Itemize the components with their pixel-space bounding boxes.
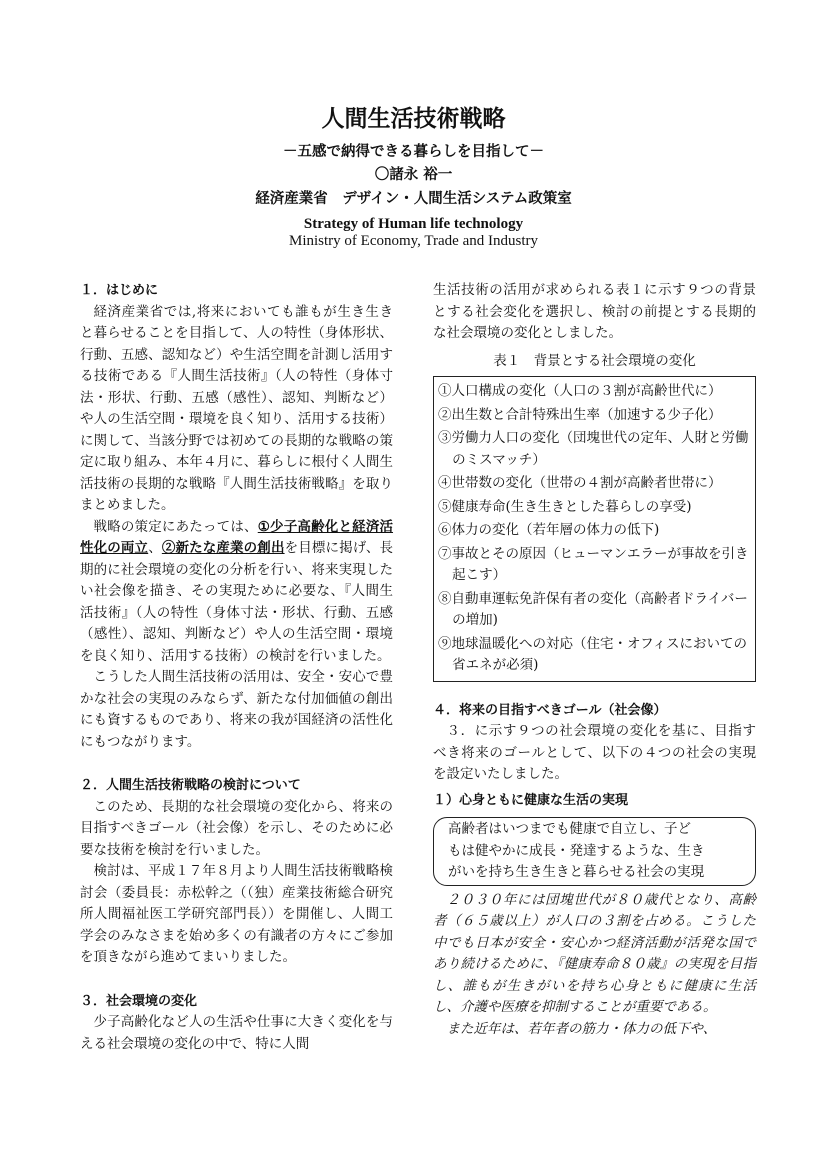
table-row: ⑦事故とその原因（ヒューマンエラーが事故を引き起こす） — [438, 545, 749, 583]
section-1-paragraph-3: こうした人間生活技術の活用は、安全・安心で豊かな社会の実現のみならず、新たな付加価値の創出にも資するものであり、将来の我が国経済の活性化にもつながります。 — [80, 669, 393, 750]
section-3-paragraph-1: 少子高齢化など人の生活や仕事に大きく変化を与える社会環境の変化の中で、特に人間 — [80, 1014, 393, 1052]
table-row: ①人口構成の変化（人口の３割が高齢世代に） — [438, 383, 722, 399]
section-2-heading: ２．人間生活技術戦略の検討について — [80, 778, 301, 793]
p2-text-c: を目標に掲げ、長期的に社会環境の変化の分析を行い、将来実現したい社会像を描き、その実現ために必要な、『人間生活技術』（人の特性（身体寸法・形状、行動、五感（感性）、認知、判断など）や人の生活空間・環境を良く知り、活用する技術）の検討を行いました。 — [80, 540, 394, 664]
table-row: ⑧自動車運転免許保有者の変化（高齢者ドライバーの増加) — [438, 590, 748, 628]
table-row: ④世帯数の変化（世帯の４割が高齢者世帯に） — [438, 475, 722, 491]
section-1-paragraph-1: 経済産業省では,将来においても誰もが生き生きと暮らせることを目指して、人の特性（身体形状、行動、五感、認知など）や生活空間を計測し活用する技術である『人間生活技術』（人の特性（身体寸法・形状、行動、五感（感性）、認知、判断など）や人の生活空間・環境を良く知り、活用する技術）に関して、当該分野では初めての長期的な戦略の策定に取り組み、本年４月に、暮らしに根付く人間生活技術の長期的な戦略『人間生活技術戦略』を取りまとめました。 — [80, 303, 393, 513]
page-title: 人間生活技術戦略 — [321, 106, 506, 132]
section-3-heading: ３．社会環境の変化 — [80, 993, 198, 1009]
english-title: Strategy of Human life technology — [303, 216, 524, 232]
section-4-heading: ４．将来の目指すべきゴール（社会像） — [433, 702, 667, 718]
italic-paragraph-2: また近年は、若年者の筋力・体力の低下や、 — [446, 1020, 717, 1037]
section-1-paragraph-2 — [80, 517, 393, 668]
italic-paragraph-1: ２０３０年には団塊世代が８０歳代となり、高齢者（６５歳以上）が人口の３割を占める。こうした中でも日本が安全・安心かつ経済活動が活発な国であり続けるために、『健康寿命８０歳』の実現を目指し、誰もが生きがいを持ち心身ともに健康に生活し、介護や医療を抑制することが重要である。 — [433, 891, 756, 1015]
section-2-paragraph-2: 検討は、平成１７年８月より人間生活技術戦略検討会（委員長：赤松幹之（（独）産業技術総合研究所人間福祉医工学研究部門長））を開催し、人間工学会のみなさまを始め多くの有識者の方々にご参加を頂きながら進めてまいりました。 — [80, 863, 393, 965]
goal-line: 高齢者はいつまでも健康で自立し、子ど — [448, 821, 691, 837]
goal-box — [433, 817, 756, 886]
author: 〇諸永 裕一 — [374, 167, 453, 183]
table-row: ②出生数と合計特殊出生率（加速する少子化） — [438, 406, 722, 423]
goal-2-underlined: ②新たな産業の創出 — [161, 540, 285, 556]
affiliation: 経済産業省 デザイン・人間生活システム政策室 — [255, 191, 572, 207]
left-column — [80, 280, 393, 1055]
right-column — [433, 280, 756, 1040]
table-1 — [433, 376, 756, 682]
goal-1-underlined: ①少子高齢化と経済活性化の両立 — [80, 518, 394, 556]
section-4-paragraph-1: ３．に示す９つの社会環境の変化を基に、目指すべき将来のゴールとして、以下の４つの社会の実現を設定いたしました。 — [433, 723, 756, 782]
table-row: ③労働力人口の変化（団塊世代の定年、人財と労働のミスマッチ） — [438, 430, 749, 468]
goal-line: もは健やかに成長・発達するような、生き — [448, 842, 705, 859]
p2-text-a: 戦略の策定にあたっては、 — [93, 518, 258, 535]
section-1-heading: １．はじめに — [80, 283, 159, 298]
page-subtitle: －五感で納得できる暮らしを目指して－ — [283, 144, 544, 160]
table-row: ⑨地球温暖化への対応（住宅・オフィスにおいての省エネが必須) — [438, 635, 748, 673]
table-row: ⑥体力の変化（若年層の体力の低下) — [438, 522, 660, 538]
table-1-caption: 表１ 背景とする社会環境の変化 — [493, 352, 696, 369]
section-2-paragraph-1: このため、長期的な社会環境の変化から、将来の目指すべきゴール（社会像）を示し、そのために必要な技術を検討を行いました。 — [80, 798, 393, 858]
table-row: ⑤健康寿命(生き生きとした暮らしの享受) — [438, 498, 692, 515]
p2-text-b: 、 — [148, 540, 162, 556]
italic-block — [433, 890, 756, 1041]
subsection-1-heading: １）心身ともに健康な生活の実現 — [433, 792, 629, 808]
goal-line: がいを持ち生き生きと暮らせる社会の実現 — [448, 864, 705, 880]
english-affiliation: Ministry of Economy, Trade and Industry — [288, 233, 538, 249]
section-3-paragraph-1-continued: 生活技術の活用が求められる表１に示す９つの背景とする社会変化を選択し、検討の前提とする長期的な社会環境の変化としました。 — [433, 282, 756, 341]
